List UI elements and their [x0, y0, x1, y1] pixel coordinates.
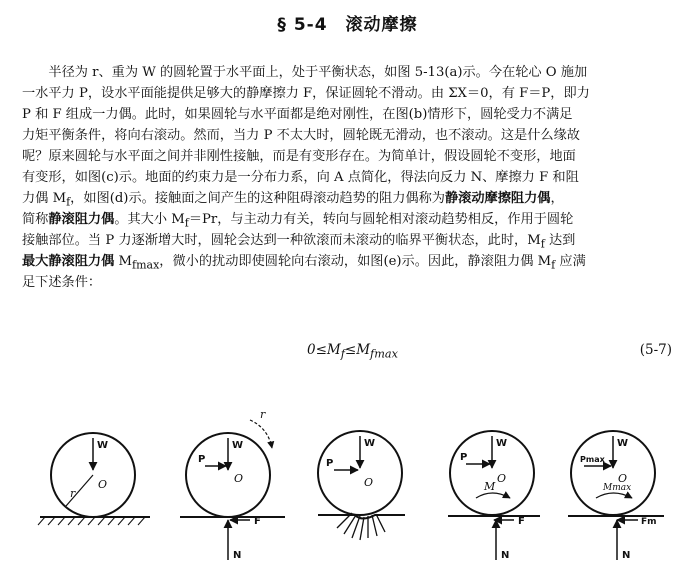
figure-a — [38, 433, 150, 525]
label-Pmax-e: Pmax — [580, 455, 605, 464]
paragraph-line-4: 力矩平衡条件，将向右滚动。然而，当力 P 不太大时，圆轮既无滑动，也不滚动。这是什么缘故 — [22, 128, 580, 143]
figure-5-13 — [0, 400, 695, 575]
label-O-e: O — [618, 472, 628, 485]
term-static-rolling-couple: 静滚阻力偶 — [48, 212, 115, 227]
label-P-d: P — [460, 452, 468, 463]
label-N-b: N — [233, 550, 242, 561]
paragraph-line-8: 简称静滚阻力偶。其大小 $M_f=Pr$，与主动力有关，转向与圆轮相对滚动趋势相反，作用于圆轮 — [22, 212, 574, 230]
label-r: r — [70, 487, 76, 500]
label-F-d: F — [518, 516, 525, 527]
paragraph-line-11: 足下述条件： — [22, 275, 102, 290]
label-W-c: W — [364, 438, 376, 449]
paragraph-line-3: P 和 F 组成一力偶。此时，如果圆轮与水平面都是绝对刚性，在图(b)情形下，圆轮受力不满足 — [22, 107, 573, 122]
paragraph-line-1: 半径为 r、重为 W 的圆轮置于水平面上，处于平衡状态，如图 5-13(a)示。今在轮心 O 施加 — [48, 65, 588, 80]
paragraph-line-6: 有变形，如图(c)示。地面的约束力是一分布力系，向 A 点简化，得法向反力 N、摩擦力 F 和阻 — [22, 170, 579, 185]
label-W: W — [97, 440, 109, 451]
label-P-b: P — [198, 454, 206, 465]
figure-b — [180, 408, 285, 561]
section-title: § 5-4 滚动摩擦 — [277, 15, 418, 35]
figure-c — [318, 431, 405, 540]
paragraph-line-10: 最大静滚阻力偶 $M_{fmax}$，微小的扰动即使圆轮向右滚动，如图(e)示。因此，静滚阻力偶 $M_f$ 应满 — [22, 254, 586, 272]
equation-number: (5-7) — [639, 342, 672, 358]
label-O: O — [98, 478, 108, 491]
figure-d — [448, 431, 540, 561]
figure-e — [568, 431, 664, 561]
label-Fm-e: Fm — [641, 517, 657, 527]
label-O-d: O — [497, 472, 507, 485]
label-W-b: W — [232, 440, 244, 451]
label-Mmax-e: Mmax — [603, 483, 632, 493]
label-F-b: F — [254, 516, 261, 527]
paragraph — [22, 62, 672, 293]
label-N-d: N — [501, 550, 510, 561]
paragraph-line-9: 接触部位。当 P 力逐渐增大时，圆轮会达到一种欲滚而未滚动的临界平衡状态，此时，$M_f$ 达到 — [22, 233, 576, 251]
equation: $0\le M_f\le M_{fmax}$ — [307, 342, 398, 361]
paragraph-line-2: 一水平力 P，设水平面能提供足够大的静摩擦力 F，保证圆轮不滑动。由 ΣX＝0，有 F＝P，即力 — [22, 86, 590, 101]
equation-row — [22, 342, 672, 364]
figure-svg — [0, 400, 695, 575]
term-rolling-friction-couple: 静滚动摩擦阻力偶 — [444, 191, 551, 206]
label-O-b: O — [234, 472, 244, 485]
label-O-c: O — [364, 476, 374, 489]
paragraph-line-7: 力偶 $M_f$，如图(d)示。接触面之间产生的这种阻碍滚动趋势的阻力偶称为静滚动摩擦阻力偶， — [22, 191, 564, 209]
paragraph-line-5: 呢？原来圆轮与水平面之间并非刚性接触，而是有变形存在。为简单计，假设圆轮不变形，地面 — [22, 149, 576, 164]
label-W-d: W — [496, 438, 508, 449]
label-rotation: r — [260, 408, 266, 421]
label-N-e: N — [622, 550, 631, 561]
label-W-e: W — [617, 438, 629, 449]
label-P-c: P — [326, 458, 334, 469]
label-M-d: M — [484, 480, 496, 493]
